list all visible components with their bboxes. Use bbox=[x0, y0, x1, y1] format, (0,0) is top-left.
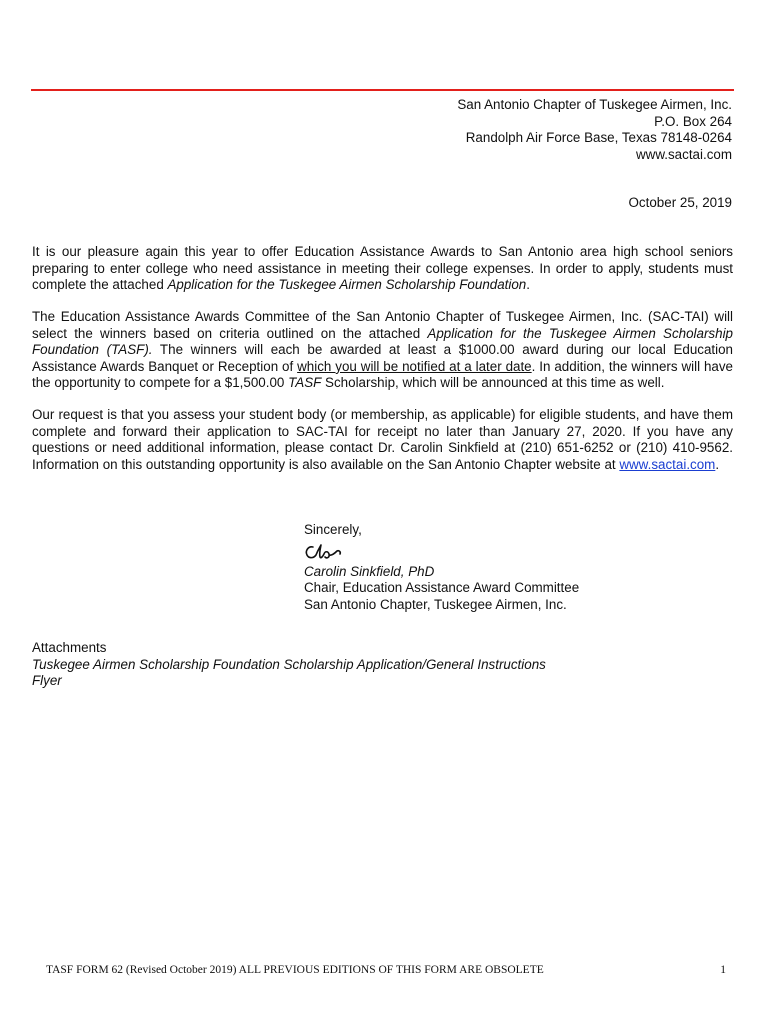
address-website: www.sactai.com bbox=[636, 146, 732, 162]
letterhead-address bbox=[457, 97, 732, 163]
paragraph-intro-text: It is our pleasure again this year to offer Education Assistance Awards to San Antonio area high school seniors preparing to enter college who need assistance in meeting their college expenses. In order to apply, students must complete the attached bbox=[32, 244, 733, 293]
paragraph-request bbox=[32, 407, 733, 473]
attachment-item-flyer bbox=[32, 673, 546, 690]
attachment-item-application-text: Tuskegee Airmen Scholarship Foundation Scholarship Application/General Instructions bbox=[32, 656, 546, 672]
website-link[interactable]: www.sactai.com bbox=[619, 456, 716, 472]
paragraph-request-end: . bbox=[715, 456, 720, 472]
attachments-block bbox=[32, 640, 546, 690]
address-po-box: P.O. Box 264 bbox=[654, 113, 732, 129]
footer-page-number: 1 bbox=[720, 964, 726, 976]
paragraph-intro-end: . bbox=[526, 277, 530, 293]
paragraph-committee-italic-b: TASF bbox=[288, 375, 322, 391]
signer-name-text: Carolin Sinkfield, PhD bbox=[304, 563, 435, 579]
attachments-heading: Attachments bbox=[32, 640, 107, 655]
signature-mark bbox=[304, 541, 344, 563]
paragraph-committee-text-c: . In addition, the winners will have the opportunity to compete for a $1,500.00 bbox=[32, 358, 733, 391]
paragraph-committee-text-b: The winners will each be awarded at least a $1000.00 award during our local Education Assistance Awards Banquet or Reception of bbox=[32, 342, 734, 374]
address-city-state: Randolph Air Force Base, Texas 78148-0264 bbox=[465, 130, 732, 146]
signer-name bbox=[304, 564, 579, 581]
salutation: Sincerely, bbox=[304, 522, 362, 537]
paragraph-intro bbox=[32, 244, 733, 294]
address-org-name: San Antonio Chapter of Tuskegee Airmen, Inc. bbox=[457, 97, 732, 112]
paragraph-committee-text-a: The Education Assistance Awards Committee of the San Antonio Chapter of Tuskegee Airmen, Inc. (SAC-TAI) will select the winners based on criteria outlined on the attached bbox=[32, 309, 733, 341]
paragraph-request-text: Our request is that you assess your student body (or membership, as applicable) for eligible students, and have them complete and forward their application to SAC-TAI for receipt no later than January 27, 2020. If you have any questions or need additional information, please contact Dr. Carolin Sinkfield at (210) 651-6252 or (210) 410-9562. Information on this outstanding opportunity is also available on the San Antonio Chapter website at bbox=[32, 407, 733, 472]
letter-date: October 25, 2019 bbox=[628, 195, 732, 210]
closing-block bbox=[304, 522, 579, 613]
footer-form-text: TASF FORM 62 (Revised October 2019) ALL PREVIOUS EDITIONS OF THIS FORM ARE OBSOLETE bbox=[46, 964, 544, 976]
attachment-item-flyer-text: Flyer bbox=[32, 673, 62, 689]
paragraph-committee-text-d: Scholarship, which will be announced at this time as well. bbox=[321, 375, 665, 391]
paragraph-committee-underline: which you will be notified at a later date bbox=[297, 358, 532, 374]
attachment-item-application bbox=[32, 657, 546, 674]
paragraph-intro-italic: Application for the Tuskegee Airmen Scholarship Foundation bbox=[167, 277, 527, 293]
header-rule bbox=[31, 89, 734, 91]
signer-title-line2: San Antonio Chapter, Tuskegee Airmen, Inc. bbox=[304, 596, 567, 612]
paragraph-committee bbox=[32, 309, 733, 392]
signer-title-line1: Chair, Education Assistance Award Committee bbox=[304, 580, 580, 596]
handwritten-signature bbox=[304, 541, 579, 563]
paragraph-committee-italic-a: Application for the Tuskegee Airmen Scholarship Foundation (TASF). bbox=[32, 325, 733, 358]
